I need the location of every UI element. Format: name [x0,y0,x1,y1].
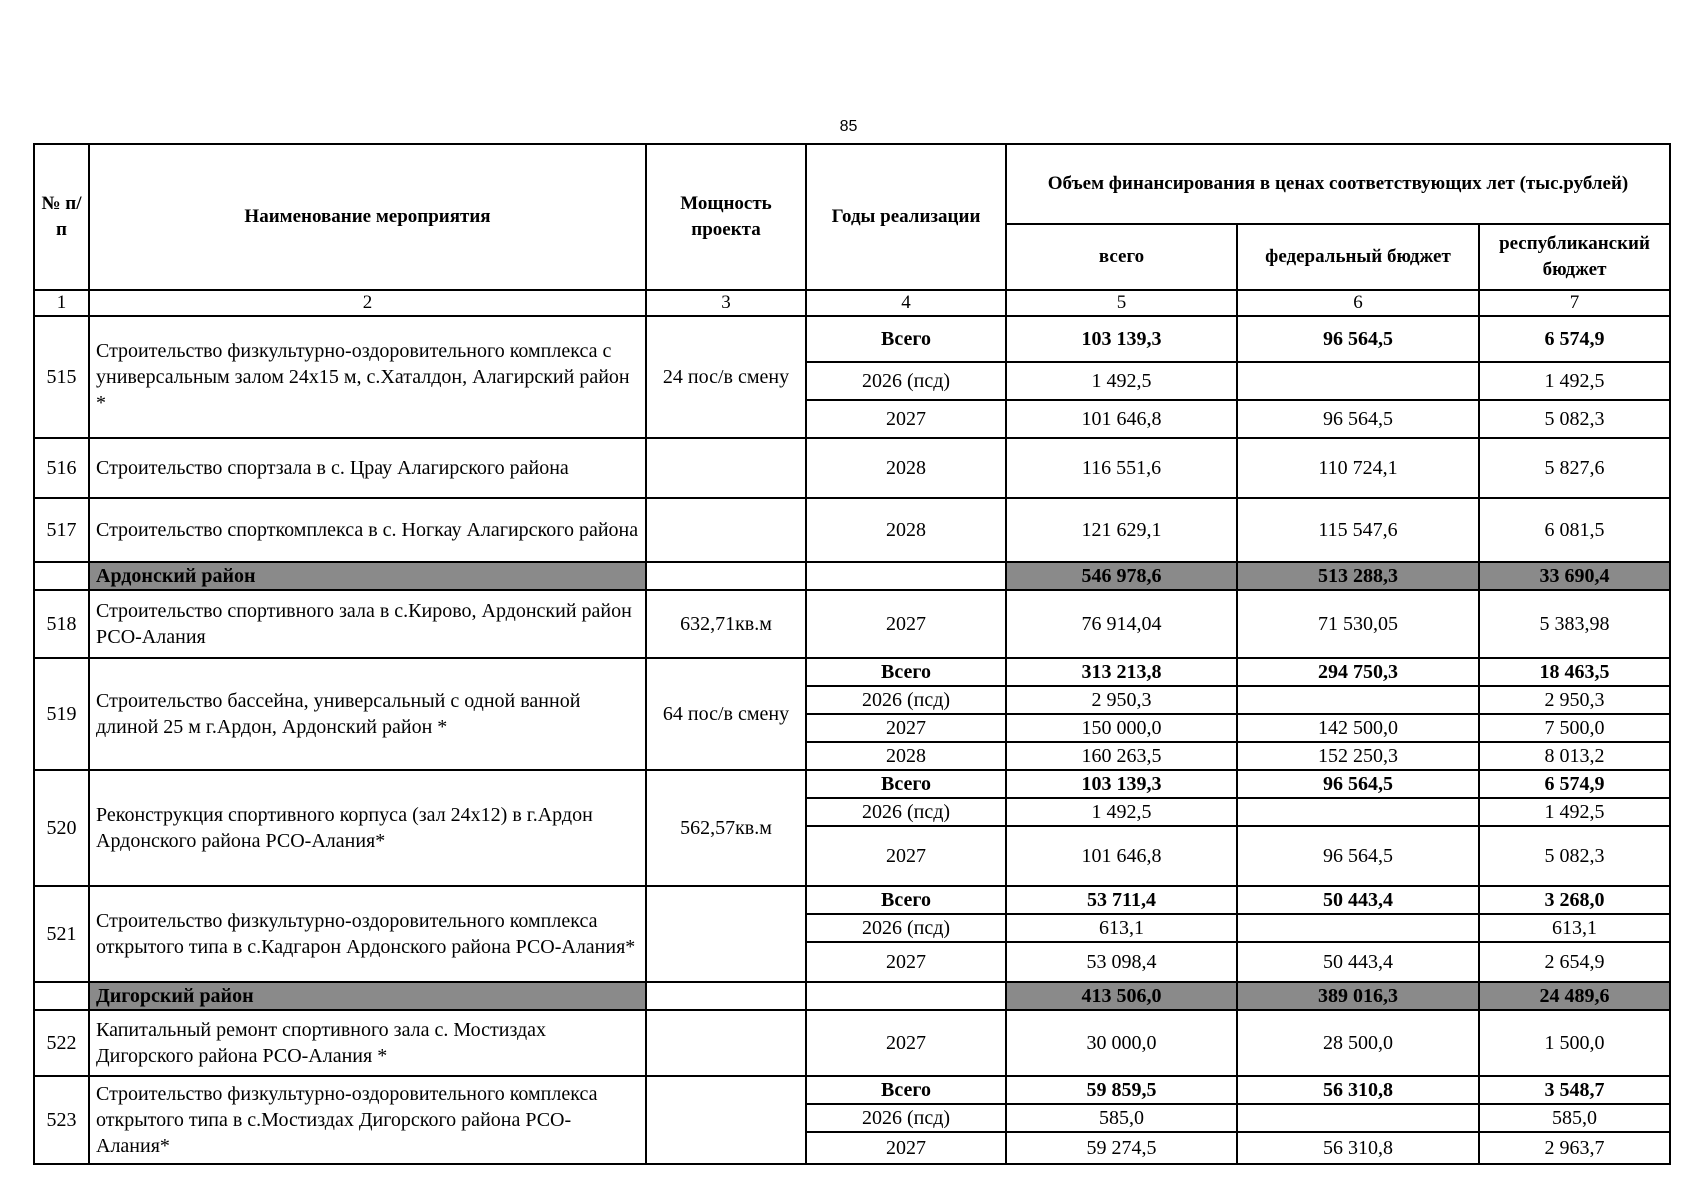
project-capacity [646,498,806,562]
federal-cell [1237,914,1479,942]
project-number: 520 [34,770,89,886]
republic-cell: 1 492,5 [1479,798,1670,826]
year-cell: 2027 [806,714,1006,742]
republic-cell: 5 082,3 [1479,400,1670,438]
district-name: Дигорский район [89,982,646,1010]
header-num: № п/п [34,144,89,290]
federal-cell: 71 530,05 [1237,590,1479,658]
year-cell: Всего [806,658,1006,686]
year-cell: 2027 [806,590,1006,658]
column-number: 6 [1237,290,1479,316]
year-cell: 2026 (псд) [806,1104,1006,1132]
total-cell: 585,0 [1006,1104,1237,1132]
federal-cell: 96 564,5 [1237,316,1479,362]
column-number-row [34,290,1670,316]
district-capacity [646,562,806,590]
total-cell: 313 213,8 [1006,658,1237,686]
table-row [34,770,1670,798]
total-cell: 1 492,5 [1006,798,1237,826]
project-capacity: 64 пос/в смену [646,658,806,770]
republic-cell: 18 463,5 [1479,658,1670,686]
total-cell: 103 139,3 [1006,316,1237,362]
header-republic: республиканский бюджет [1479,224,1670,290]
district-row [34,982,1670,1010]
total-cell: 150 000,0 [1006,714,1237,742]
project-number: 518 [34,590,89,658]
total-cell: 59 859,5 [1006,1076,1237,1104]
federal-cell: 294 750,3 [1237,658,1479,686]
total-cell: 1 492,5 [1006,362,1237,400]
total-cell: 2 950,3 [1006,686,1237,714]
table-row [34,316,1670,362]
project-capacity: 24 пос/в смену [646,316,806,438]
total-cell: 116 551,6 [1006,438,1237,498]
year-cell: 2027 [806,942,1006,982]
federal-cell: 96 564,5 [1237,400,1479,438]
federal-cell: 96 564,5 [1237,826,1479,886]
table-row [34,658,1670,686]
district-federal: 513 288,3 [1237,562,1479,590]
project-capacity [646,1010,806,1076]
district-total: 546 978,6 [1006,562,1237,590]
project-name: Строительство физкультурно-оздоровительного комплекса с универсальным залом 24х15 м, с.Хаталдон, Алагирский район * [89,316,646,438]
project-capacity: 562,57кв.м [646,770,806,886]
project-number: 522 [34,1010,89,1076]
table-row [34,886,1670,914]
total-cell: 160 263,5 [1006,742,1237,770]
year-cell: 2028 [806,498,1006,562]
header-name: Наименование мероприятия [89,144,646,290]
total-cell: 101 646,8 [1006,400,1237,438]
republic-cell: 6 574,9 [1479,770,1670,798]
column-number: 5 [1006,290,1237,316]
total-cell: 76 914,04 [1006,590,1237,658]
project-number: 519 [34,658,89,770]
project-number: 517 [34,498,89,562]
project-name: Строительство спортзала в с. Црау Алагирского района [89,438,646,498]
federal-cell: 152 250,3 [1237,742,1479,770]
table-row [34,590,1670,658]
year-cell: Всего [806,1076,1006,1104]
republic-cell: 613,1 [1479,914,1670,942]
year-cell: 2028 [806,438,1006,498]
federal-cell: 50 443,4 [1237,942,1479,982]
total-cell: 121 629,1 [1006,498,1237,562]
project-number: 521 [34,886,89,982]
district-years [806,982,1006,1010]
district-years [806,562,1006,590]
republic-cell: 3 268,0 [1479,886,1670,914]
column-number: 2 [89,290,646,316]
total-cell: 613,1 [1006,914,1237,942]
column-number: 4 [806,290,1006,316]
project-name: Строительство спорткомплекса в с. Ногкау Алагирского района [89,498,646,562]
project-number: 515 [34,316,89,438]
year-cell: 2026 (псд) [806,798,1006,826]
year-cell: 2027 [806,826,1006,886]
district-name: Ардонский район [89,562,646,590]
federal-cell [1237,686,1479,714]
year-cell: 2026 (псд) [806,686,1006,714]
district-num [34,982,89,1010]
project-name: Строительство бассейна, универсальный с одной ванной длиной 25 м г.Ардон, Ардонский район * [89,658,646,770]
republic-cell: 8 013,2 [1479,742,1670,770]
district-republic: 33 690,4 [1479,562,1670,590]
year-cell: 2028 [806,742,1006,770]
project-number: 516 [34,438,89,498]
federal-cell: 28 500,0 [1237,1010,1479,1076]
header-financing: Объем финансирования в ценах соответствующих лет (тыс.рублей) [1006,144,1670,224]
republic-cell: 6 574,9 [1479,316,1670,362]
column-number: 7 [1479,290,1670,316]
republic-cell: 5 383,98 [1479,590,1670,658]
federal-cell [1237,362,1479,400]
project-name: Строительство физкультурно-оздоровительного комплекса открытого типа в с.Кадгарон Ардонского района РСО-Алания* [89,886,646,982]
republic-cell: 2 950,3 [1479,686,1670,714]
project-name: Капитальный ремонт спортивного зала с. Мостиздах Дигорского района РСО-Алания * [89,1010,646,1076]
header-total: всего [1006,224,1237,290]
federal-cell: 142 500,0 [1237,714,1479,742]
federal-cell [1237,1104,1479,1132]
federal-cell: 115 547,6 [1237,498,1479,562]
district-total: 413 506,0 [1006,982,1237,1010]
republic-cell: 2 654,9 [1479,942,1670,982]
table-row [34,1076,1670,1104]
republic-cell: 1 492,5 [1479,362,1670,400]
financing-table [33,143,1671,1165]
district-federal: 389 016,3 [1237,982,1479,1010]
total-cell: 101 646,8 [1006,826,1237,886]
project-name: Реконструкция спортивного корпуса (зал 24х12) в г.Ардон Ардонского района РСО-Алания* [89,770,646,886]
total-cell: 59 274,5 [1006,1132,1237,1164]
project-name: Строительство физкультурно-оздоровительного комплекса открытого типа в с.Мостиздах Дигорского района РСО-Алания* [89,1076,646,1164]
republic-cell: 1 500,0 [1479,1010,1670,1076]
year-cell: 2027 [806,400,1006,438]
project-capacity [646,438,806,498]
republic-cell: 7 500,0 [1479,714,1670,742]
year-cell: Всего [806,886,1006,914]
project-number: 523 [34,1076,89,1164]
federal-cell: 56 310,8 [1237,1076,1479,1104]
year-cell: 2026 (псд) [806,914,1006,942]
federal-cell: 50 443,4 [1237,886,1479,914]
total-cell: 30 000,0 [1006,1010,1237,1076]
header-capacity: Мощность проекта [646,144,806,290]
total-cell: 53 098,4 [1006,942,1237,982]
district-num [34,562,89,590]
year-cell: 2027 [806,1132,1006,1164]
year-cell: Всего [806,770,1006,798]
table-row [34,1010,1670,1076]
column-number: 1 [34,290,89,316]
district-republic: 24 489,6 [1479,982,1670,1010]
total-cell: 103 139,3 [1006,770,1237,798]
table-row [34,498,1670,562]
header-years: Годы реализации [806,144,1006,290]
district-capacity [646,982,806,1010]
republic-cell: 5 827,6 [1479,438,1670,498]
year-cell: 2026 (псд) [806,362,1006,400]
year-cell: 2027 [806,1010,1006,1076]
federal-cell: 96 564,5 [1237,770,1479,798]
header-federal: федеральный бюджет [1237,224,1479,290]
total-cell: 53 711,4 [1006,886,1237,914]
project-name: Строительство спортивного зала в с.Кирово, Ардонский район РСО-Алания [89,590,646,658]
column-number: 3 [646,290,806,316]
federal-cell [1237,798,1479,826]
project-capacity [646,886,806,982]
year-cell: Всего [806,316,1006,362]
district-row [34,562,1670,590]
republic-cell: 5 082,3 [1479,826,1670,886]
federal-cell: 56 310,8 [1237,1132,1479,1164]
federal-cell: 110 724,1 [1237,438,1479,498]
republic-cell: 2 963,7 [1479,1132,1670,1164]
page-number: 85 [839,118,858,135]
table-row [34,438,1670,498]
republic-cell: 585,0 [1479,1104,1670,1132]
project-capacity [646,1076,806,1164]
republic-cell: 6 081,5 [1479,498,1670,562]
republic-cell: 3 548,7 [1479,1076,1670,1104]
project-capacity: 632,71кв.м [646,590,806,658]
